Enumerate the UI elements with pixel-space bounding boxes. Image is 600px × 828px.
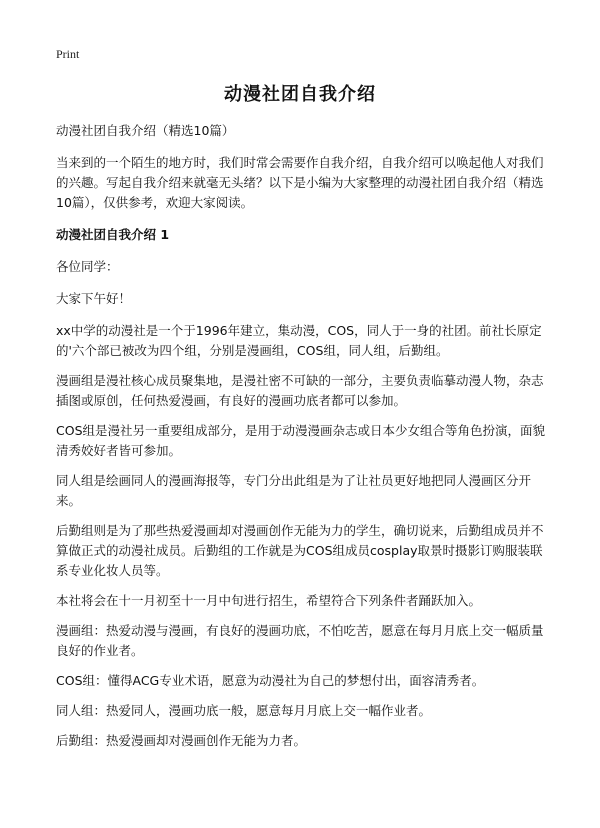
paragraph-club-overview: xx中学的动漫社是一个于1996年建立，集动漫，COS，同人于一身的社团。前社长原定的'六个部已被改为四个组，分别是漫画组，COS组，同人组，后勤组。 bbox=[56, 323, 542, 358]
document-body bbox=[56, 121, 548, 761]
paragraph-doujin-group: 同人组是绘画同人的漫画海报等，专门分出此组是为了让社员更好地把同人漫画区分开来。 bbox=[56, 473, 532, 508]
paragraph-logistics-group: 后勤组则是为了那些热爱漫画却对漫画创作无能为力的学生，确切说来，后勤组成员并不算做正式的动漫社成员。后勤组的工作就是为COS组成员cosplay取景时摄影订购服装联系专业化妆人员等。 bbox=[56, 523, 544, 578]
document-title: 动漫社团自我介绍 bbox=[224, 84, 376, 105]
paragraph-cos-requirements: COS组：懂得ACG专业术语，愿意为动漫社为自己的梦想付出，面容清秀者。 bbox=[56, 673, 485, 688]
section-heading: 动漫社团自我介绍 1 bbox=[56, 227, 170, 242]
paragraph-manga-group: 漫画组是漫社核心成员聚集地，是漫社密不可缺的一部分，主要负责临摹动漫人物，杂志插图或原创，任何热爱漫画，有良好的漫画功底者都可以参加。 bbox=[56, 373, 544, 408]
paragraph-greeting: 各位同学： bbox=[56, 259, 119, 274]
paragraph-cos-group: COS组是漫社另一重要组成部分，是用于动漫漫画杂志或日本少女组合等角色扮演，面貌清秀姣好者皆可参加。 bbox=[56, 423, 546, 458]
document-subtitle: 动漫社团自我介绍（精选10篇） bbox=[56, 123, 235, 138]
paragraph-manga-requirements: 漫画组：热爱动漫与漫画，有良好的漫画功底，不怕吃苦，愿意在每月月底上交一幅质量良好的作业者。 bbox=[56, 623, 544, 658]
paragraph-logistics-requirements: 后勤组：热爱漫画却对漫画创作无能为力者。 bbox=[56, 733, 307, 748]
paragraph-salutation: 大家下午好！ bbox=[56, 291, 132, 306]
intro-paragraph: 当来到的一个陌生的地方时，我们时常会需要作自我介绍，自我介绍可以唤起他人对我们的兴趣。写起自我介绍来就毫无头绪？以下是小编为大家整理的动漫社团自我介绍（精选10篇），仅供参考，欢迎大家阅读。 bbox=[56, 155, 544, 210]
paragraph-doujin-requirements: 同人组：热爱同人，漫画功底一般，愿意每月月底上交一幅作业者。 bbox=[56, 703, 432, 718]
paragraph-recruitment: 本社将会在十一月初至十一月中旬进行招生，希望符合下列条件者踊跃加入。 bbox=[56, 593, 482, 608]
print-label: Print bbox=[56, 47, 80, 61]
